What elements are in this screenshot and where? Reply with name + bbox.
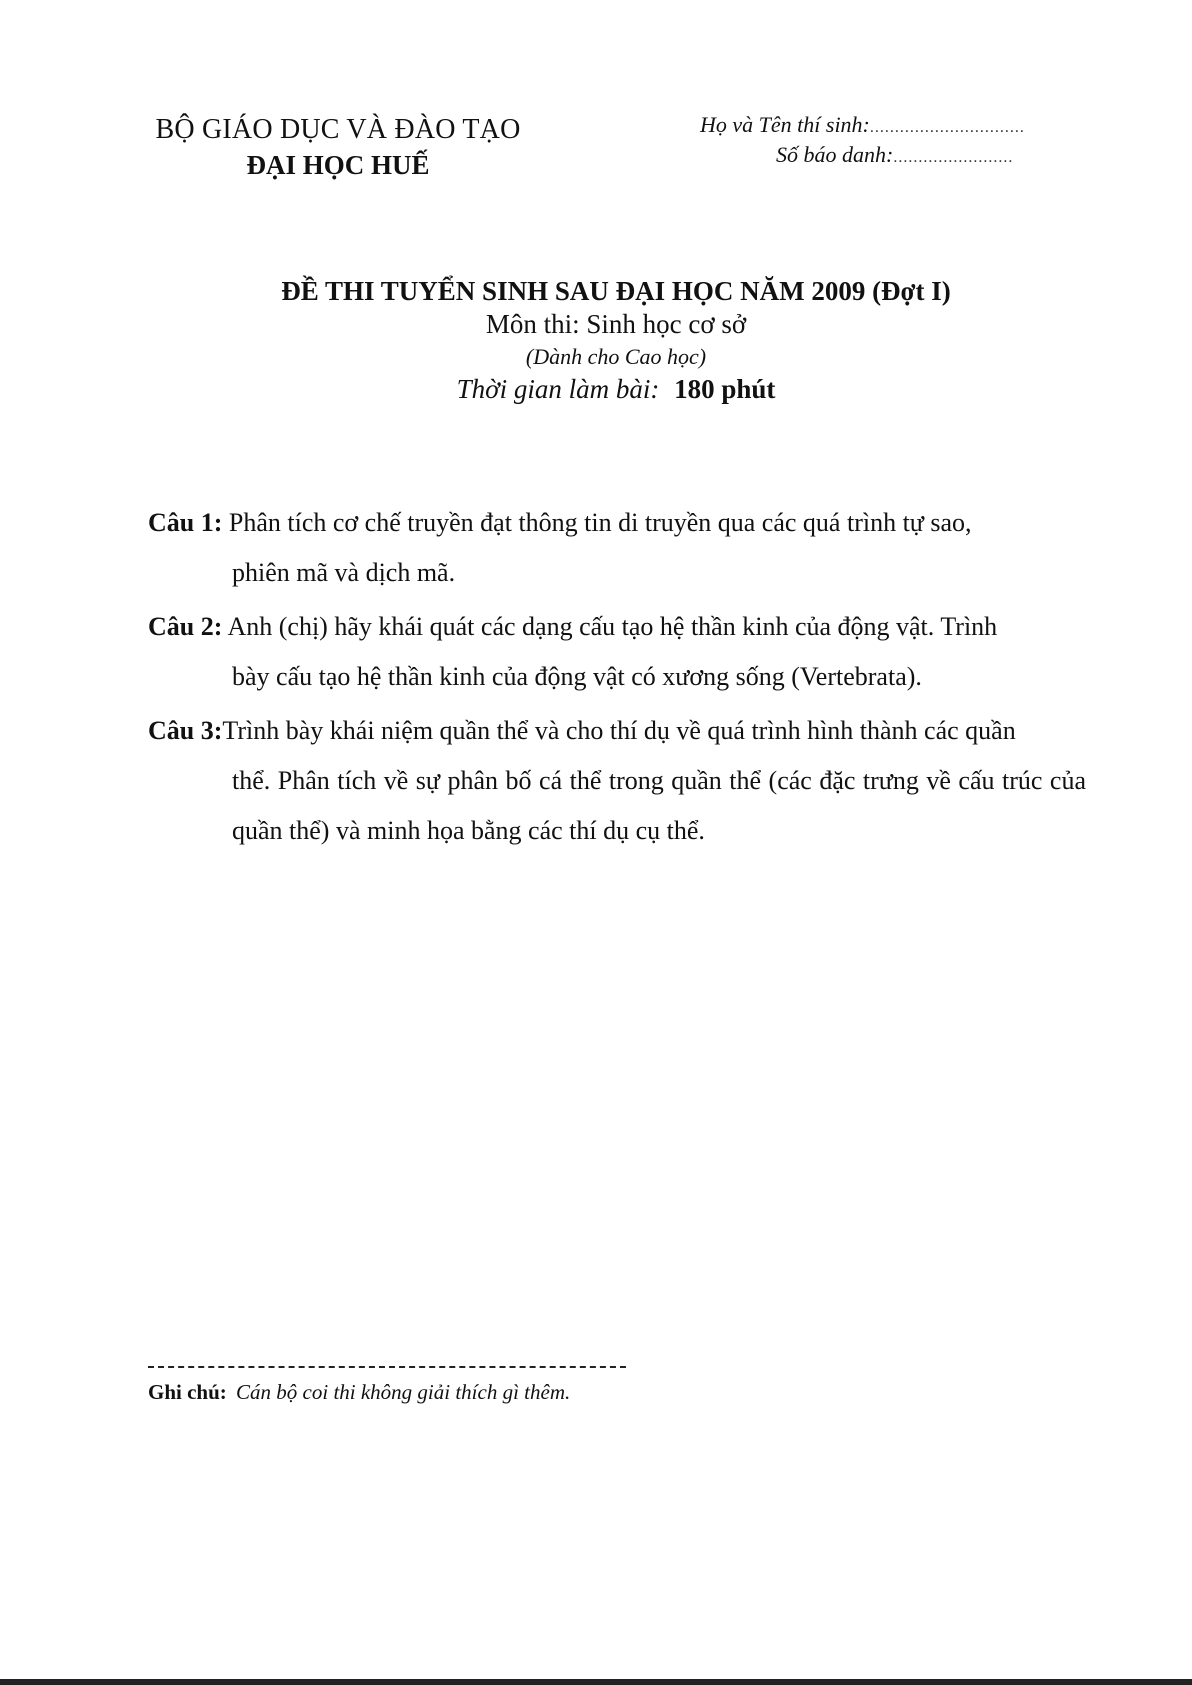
candidate-id-field xyxy=(776,142,1140,168)
question-1-label: Câu 1: xyxy=(148,508,223,537)
exam-time xyxy=(0,374,1192,405)
candidate-info xyxy=(700,112,1140,168)
note-text: Cán bộ coi thi không giải thích gì thêm. xyxy=(236,1380,571,1404)
question-3 xyxy=(148,706,1086,856)
question-list xyxy=(148,498,1086,860)
exam-time-label: Thời gian làm bài: xyxy=(456,374,660,404)
candidate-id-label: Số báo danh: xyxy=(776,142,894,167)
note-label: Ghi chú: xyxy=(148,1380,227,1404)
question-1 xyxy=(148,498,1086,598)
question-3-label: Câu 3: xyxy=(148,716,223,745)
footer-note xyxy=(148,1366,648,1405)
exam-audience: (Dành cho Cao học) xyxy=(525,344,707,369)
dashed-divider xyxy=(148,1366,626,1368)
exam-title: ĐỀ THI TUYỂN SINH SAU ĐẠI HỌC NĂM 2009 (Đợt I) xyxy=(281,276,951,306)
header-left xyxy=(148,114,528,181)
university-name: ĐẠI HỌC HUẾ xyxy=(246,150,430,180)
candidate-id-blank: ........................ xyxy=(893,149,1014,166)
question-2-text-line1: Anh (chị) hãy khái quát các dạng cấu tạo hệ thần kinh của động vật. Trình xyxy=(227,612,998,641)
question-2 xyxy=(148,602,1086,702)
exam-subject: Môn thi: Sinh học cơ sở xyxy=(485,309,747,339)
candidate-name-label: Họ và Tên thí sinh: xyxy=(700,112,870,137)
question-2-label: Câu 2: xyxy=(148,612,223,641)
note-line xyxy=(148,1380,648,1405)
ministry-name: BỘ GIÁO DỤC VÀ ĐÀO TẠO xyxy=(155,114,521,145)
question-1-text-line1: Phân tích cơ chế truyền đạt thông tin di truyền qua các quá trình tự sao, xyxy=(228,508,972,537)
candidate-name-blank: ............................... xyxy=(869,119,1025,136)
exam-time-value: 180 phút xyxy=(674,374,776,404)
question-3-text-rest: thể. Phân tích về sự phân bố cá thể trong quần thể (các đặc trưng về cấu trúc của quần thể) và minh họa bằng các thí dụ cụ thể. xyxy=(232,766,1086,845)
question-3-text-line1: Trình bày khái niệm quần thể và cho thí dụ về quá trình hình thành các quần xyxy=(222,716,1016,745)
question-1-text-rest: phiên mã và dịch mã. xyxy=(232,558,456,587)
candidate-name-field xyxy=(700,112,1140,138)
exam-heading xyxy=(0,276,1192,405)
question-2-text-rest: bày cấu tạo hệ thần kinh của động vật có xương sống (Vertebrata). xyxy=(232,662,922,691)
scan-bottom-edge xyxy=(0,1679,1192,1685)
